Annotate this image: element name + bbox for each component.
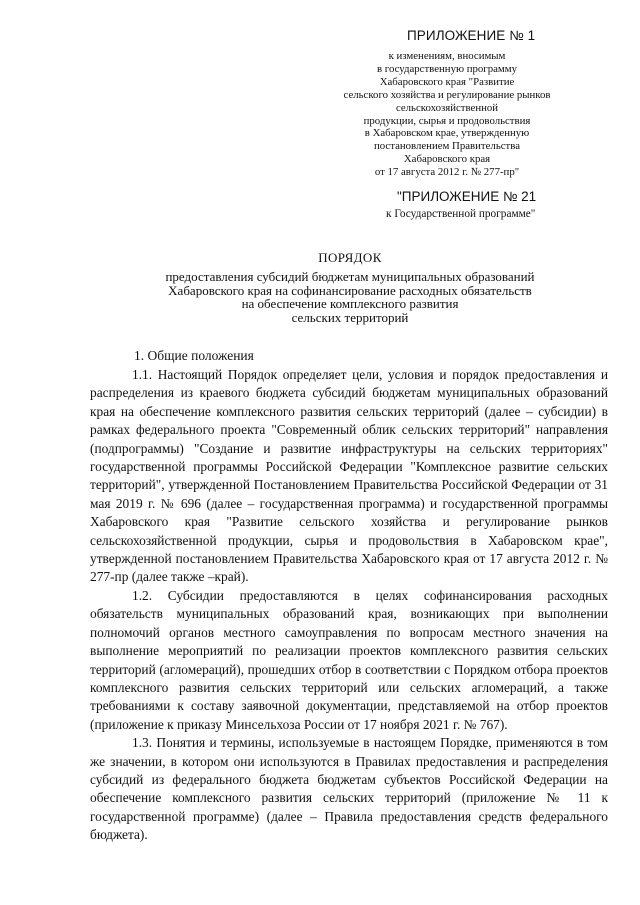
- appendix-1-note-line: Хабаровского края "Развитие: [379, 75, 515, 88]
- appendix-1-note-line: продукции, сырья и продовольствия: [363, 114, 531, 127]
- section-heading: 1. Общие положения: [134, 348, 254, 363]
- document-subtitle: [0, 270, 640, 324]
- appendix-1-note-line: сельского хозяйства и регулирование рынков: [343, 88, 551, 101]
- appendix-1-note-line: постановлением Правительства: [373, 140, 521, 153]
- paragraph-1-3: 1.3. Понятия и термины, используемые в настоящем Порядке, применяются в том же значении, в котором они используются в Правилах предоставления и распределения субсидий из федерального бюджета бюджетам субъектов Российской Федерации на обеспечение комплексного развития сельских территорий (приложение № 11 к государственной программе) (далее – Правила предоставления средств федерального бюджета).: [90, 735, 608, 843]
- appendix-1-note-line: в Хабаровском крае, утвержденную: [364, 127, 530, 140]
- appendix-1-note: [322, 50, 572, 179]
- document-subtitle-line: сельских территорий: [291, 309, 409, 325]
- appendix-1-note-line: от 17 августа 2012 г. № 277-пр": [374, 166, 520, 179]
- document-body: [90, 366, 608, 845]
- appendix-21-title: "ПРИЛОЖЕНИЕ № 21: [397, 189, 537, 204]
- appendix-1-title: ПРИЛОЖЕНИЕ № 1: [407, 28, 536, 43]
- document-title: ПОРЯДОК: [318, 250, 382, 265]
- appendix-1-note-line: в государственную программу: [377, 62, 517, 75]
- appendix-1-note-line: Хабаровского края: [403, 153, 491, 166]
- paragraph-1-2: 1.2. Субсидии предоставляются в целях софинансирования расходных обязательств муниципальных образований края, возникающих при выполнении полномочий органов местного самоуправления по вопросам местного значения на выполнение мероприятий по реализации проектов комплексного развития сельских территорий (агломераций), прошедших отбор в соответствии с Порядком отбора проектов комплексного развития сельских территорий или сельских агломераций, а также требованиями к составу заявочной документации, представляемой на отбор проектов (приложение к приказу Минсельхоза России от 17 ноября 2021 г. № 767).: [90, 587, 608, 732]
- appendix-1-note-line: сельскохозяйственной: [395, 101, 499, 114]
- document-subtitle-line: предоставления субсидий бюджетам муниципальных образований: [165, 269, 535, 284]
- appendix-1-note-line: к изменениям, вносимым: [388, 50, 506, 62]
- appendix-21-note: к Государственной программе": [386, 208, 536, 220]
- paragraph-1-1: 1.1. Настоящий Порядок определяет цели, условия и порядок предоставления и распределения из краевого бюджета субсидий бюджетам муниципальных образований края на обеспечение комплексного развития сельских территорий (далее – субсидии) в рамках федерального проекта "Современный облик сельских территорий" направления (подпрограммы) "Создание и развитие инфраструктуры на сельских территориях" государственной программы Российской Федерации "Комплексное развитие сельских территорий", утвержденной Постановлением Правительства Российской Федерации от 31 мая 2019 г. № 696 (далее – государственная программа) и государственной программы Хабаровского края "Развитие сельского хозяйства и регулирование рынков сельскохозяйственной продукции, сырья и продовольствия в Хабаровском крае", утвержденной постановлением Правительства Хабаровского края от 17 августа 2012 г. № 277-пр (далее также –край).: [90, 367, 608, 585]
- document-subtitle-line: на обеспечение комплексного развития: [241, 296, 459, 312]
- document-subtitle-line: Хабаровского края на софинансирование расходных обязательств: [168, 282, 532, 298]
